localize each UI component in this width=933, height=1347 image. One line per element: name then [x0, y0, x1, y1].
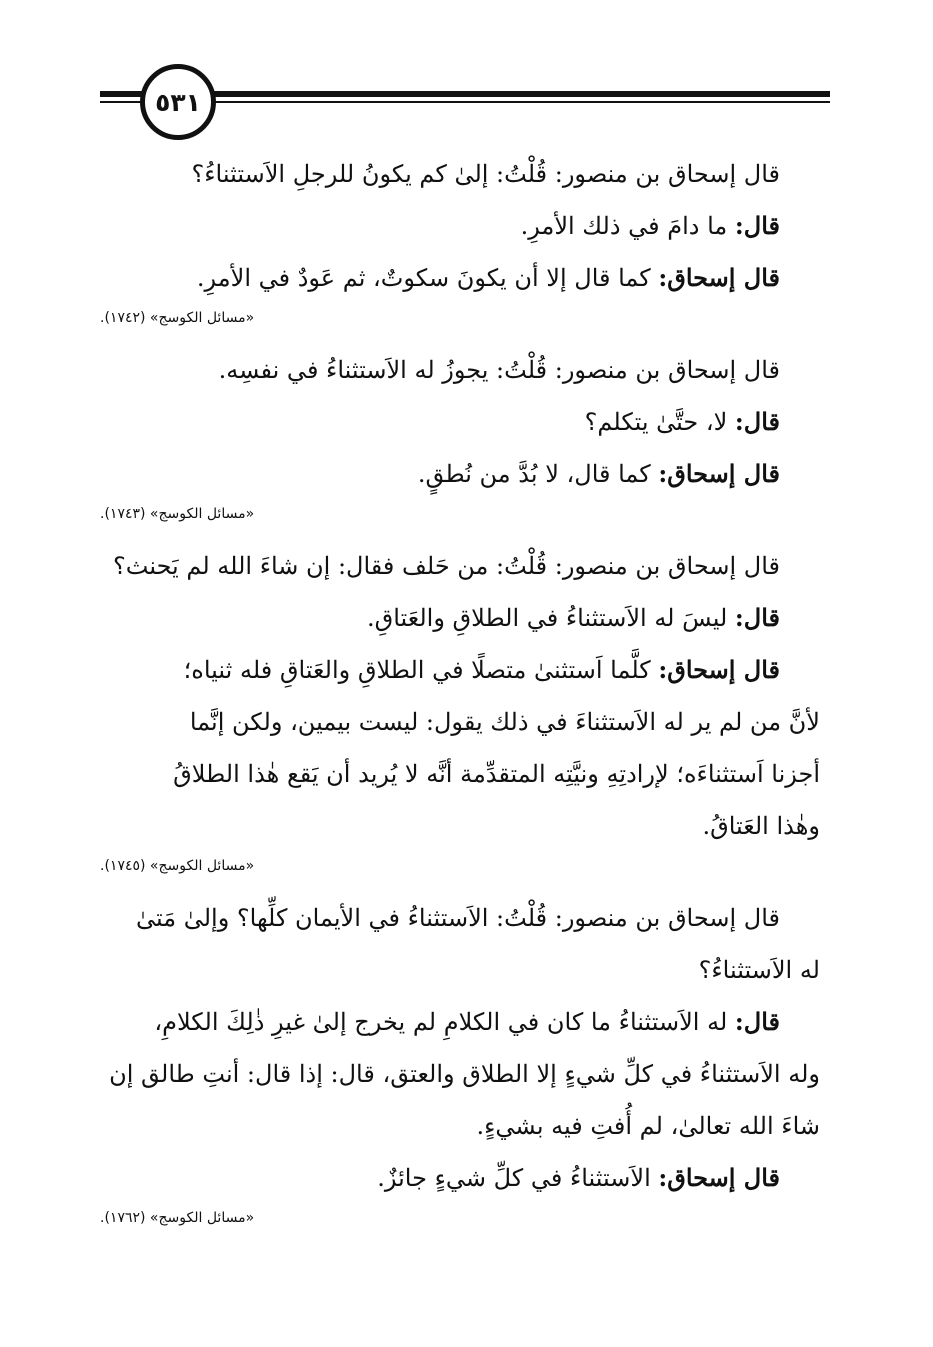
line-text: له الاَستثناءُ؟	[698, 956, 820, 984]
paragraph-line	[100, 448, 820, 500]
speaker-label: قال إسحاق:	[658, 263, 780, 292]
paragraph-line	[100, 592, 820, 644]
line-text: ما دامَ في ذلك الأمرِ.	[520, 212, 735, 240]
paragraph-line	[100, 800, 820, 852]
paragraph-line	[100, 696, 820, 748]
speaker-label: قال:	[734, 407, 780, 436]
line-text: الاَستثناءُ في كلِّ شيءٍ جائزٌ.	[377, 1164, 659, 1192]
speaker-label: قال إسحاق:	[658, 1163, 780, 1192]
source-citation: «مسائل الكوسج» (١٧٤٢).	[100, 310, 255, 326]
page-body	[100, 148, 820, 1244]
page-number: ٥٣١	[140, 64, 216, 140]
paragraph-line	[100, 396, 820, 448]
line-text: له الاَستثناءُ ما كان في الكلامِ لم يخرج إلىٰ غيرِ ذٰلِكَ الكلامِ،	[154, 1008, 735, 1036]
line-text: قال إسحاق بن منصور: قُلْتُ: يجوزُ له الاَستثناءُ في نفسِه.	[218, 356, 780, 384]
line-text: قال إسحاق بن منصور: قُلْتُ: الاَستثناءُ في الأيمان كلِّها؟ وإلىٰ مَتىٰ	[136, 904, 780, 932]
paragraph-line	[100, 644, 820, 696]
question-block	[100, 344, 820, 524]
paragraph-line	[100, 1100, 820, 1152]
source-citation: «مسائل الكوسج» (١٧٤٥).	[100, 858, 255, 874]
line-text: لأنَّ من لم ير له الاَستثناءَ في ذلك يقول: ليست بيمين، ولكن إنَّما	[189, 708, 820, 736]
paragraph-line	[100, 996, 820, 1048]
question-block	[100, 540, 820, 876]
paragraph-line	[100, 748, 820, 800]
paragraph-line	[100, 1152, 820, 1204]
paragraph-line	[100, 540, 820, 592]
source-citation: «مسائل الكوسج» (١٧٤٣).	[100, 506, 255, 522]
line-text: شاءَ الله تعالىٰ، لم أُفتِ فيه بشيءٍ.	[476, 1112, 820, 1140]
speaker-label: قال إسحاق:	[658, 459, 780, 488]
question-block	[100, 892, 820, 1228]
speaker-label: قال:	[734, 603, 780, 632]
speaker-label: قال:	[734, 211, 780, 240]
paragraph-line	[100, 200, 820, 252]
paragraph-line	[100, 1048, 820, 1100]
line-text: كما قال إلا أن يكونَ سكوتٌ، ثم عَودٌ في الأمرِ.	[196, 264, 659, 292]
line-text: لا، حتَّىٰ يتكلم؟	[584, 408, 735, 436]
speaker-label: قال إسحاق:	[658, 655, 780, 684]
paragraph-line	[100, 944, 820, 996]
line-text: وله الاَستثناءُ في كلِّ شيءٍ إلا الطلاق والعتق، قال: إذا قال: أنتِ طالق إن	[109, 1060, 820, 1088]
line-text: كما قال، لا بُدَّ من نُطقٍ.	[417, 460, 659, 488]
question-block	[100, 148, 820, 328]
line-text: أجزنا اَستثناءَه؛ لإرادتِهِ ونيَّتِه المتقدِّمة أنَّه لا يُريد أن يَقع هٰذا الطلاقُ	[173, 760, 820, 788]
source-citation: «مسائل الكوسج» (١٧٦٢).	[100, 1210, 255, 1226]
speaker-label: قال:	[734, 1007, 780, 1036]
line-text: كلَّما اَستثنىٰ متصلًا في الطلاقِ والعَتاقِ فله ثنياه؛	[183, 656, 659, 684]
paragraph-line	[100, 148, 820, 200]
paragraph-line	[100, 892, 820, 944]
line-text: قال إسحاق بن منصور: قُلْتُ: إلىٰ كم يكونُ للرجلِ الاَستثناءُ؟	[191, 160, 780, 188]
line-text: ليسَ له الاَستثناءُ في الطلاقِ والعَتاقِ.	[366, 604, 735, 632]
line-text: قال إسحاق بن منصور: قُلْتُ: من حَلف فقال: إن شاءَ الله لم يَحنث؟	[113, 552, 780, 580]
paragraph-line	[100, 344, 820, 396]
page-header	[100, 60, 830, 140]
paragraph-line	[100, 252, 820, 304]
line-text: وهٰذا العَتاقُ.	[702, 812, 820, 840]
